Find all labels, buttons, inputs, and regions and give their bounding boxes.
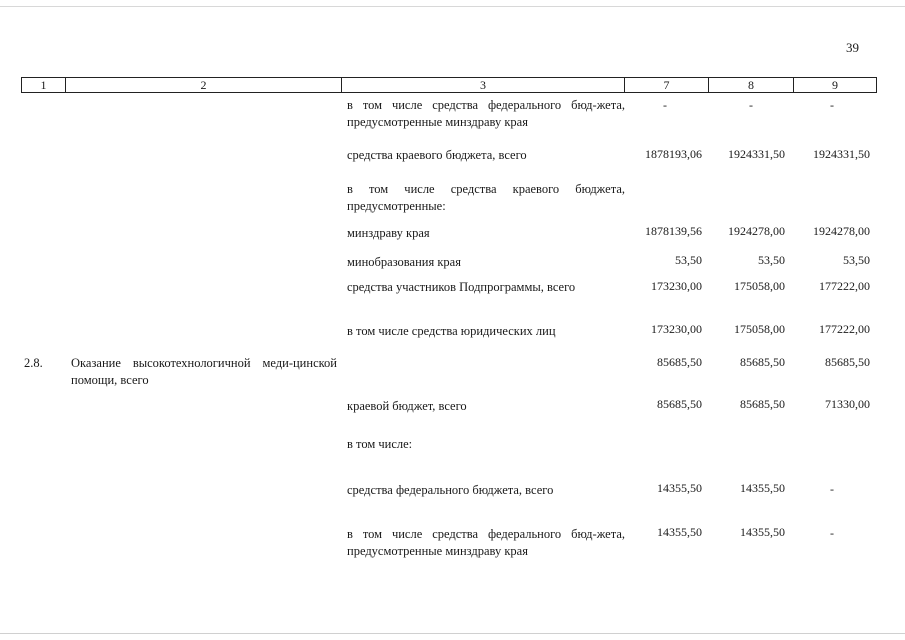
row-value-col7: 173230,00	[651, 322, 702, 336]
row-number: 2.8.	[24, 356, 43, 370]
header-col-2: 2	[66, 78, 342, 92]
header-col-1: 1	[22, 78, 66, 92]
row-value-col7: 14355,50	[657, 525, 702, 539]
row-value-col9: 1924331,50	[813, 147, 870, 161]
row-value-col8: 53,50	[758, 253, 785, 267]
row-value-col9: 177222,00	[819, 279, 870, 293]
row-value-col7: 1878139,56	[645, 224, 702, 238]
row-value-col8: 14355,50	[740, 525, 785, 539]
row-description: минобразования края	[347, 255, 461, 269]
row-description: в том числе:	[347, 437, 413, 451]
row-value-col8: 1924278,00	[728, 224, 785, 238]
scan-artifact-top	[0, 6, 905, 7]
header-col-3: 3	[342, 78, 625, 92]
row-description: в том числе средства юридических лиц	[347, 324, 556, 338]
row-value-col7: 85685,50	[657, 397, 702, 411]
row-value-col9: 1924278,00	[813, 224, 870, 238]
row-value-col8: 175058,00	[734, 279, 785, 293]
row-value-col9: -	[830, 98, 834, 112]
row-value-col7: 53,50	[675, 253, 702, 267]
row-description: средства краевого бюджета, всего	[347, 148, 527, 162]
table-header-row	[21, 77, 877, 93]
row-description: средства федерального бюджета, всего	[347, 483, 554, 497]
row-value-col8: 85685,50	[740, 355, 785, 369]
row-value-col9: -	[830, 526, 834, 540]
row-value-col9: 85685,50	[825, 355, 870, 369]
page-number: 39	[846, 40, 859, 55]
row-value-col9: 53,50	[843, 253, 870, 267]
row-description: в том числе средства краевого бюджета, предусмотренные:	[347, 182, 625, 213]
row-description: в том числе средства федерального бюд-жета, предусмотренные минздраву края	[347, 98, 625, 129]
row-value-col7: 85685,50	[657, 355, 702, 369]
row-value-col8: 85685,50	[740, 397, 785, 411]
row-value-col7: 1878193,06	[645, 147, 702, 161]
header-col-7: 7	[625, 78, 709, 92]
row-description: средства участников Подпрограммы, всего	[347, 280, 576, 294]
header-col-9: 9	[832, 78, 838, 92]
row-value-col7: 14355,50	[657, 481, 702, 495]
header-col-8: 8	[709, 78, 794, 92]
row-value-col9: 177222,00	[819, 322, 870, 336]
row-description: в том числе средства федерального бюд-жета, предусмотренные минздраву края	[347, 527, 625, 558]
row-value-col8: -	[749, 98, 753, 112]
row-value-col8: 14355,50	[740, 481, 785, 495]
row-value-col8: 1924331,50	[728, 147, 785, 161]
row-value-col9: 71330,00	[825, 397, 870, 411]
row-value-col7: -	[663, 98, 667, 112]
row-value-col7: 173230,00	[651, 279, 702, 293]
row-value-col8: 175058,00	[734, 322, 785, 336]
row-description: минздраву края	[347, 226, 430, 240]
row-name: Оказание высокотехнологичной меди-цинской помощи, всего	[71, 356, 337, 387]
row-value-col9: -	[830, 482, 834, 496]
scan-artifact-bottom	[0, 633, 905, 634]
row-description: краевой бюджет, всего	[347, 399, 467, 413]
